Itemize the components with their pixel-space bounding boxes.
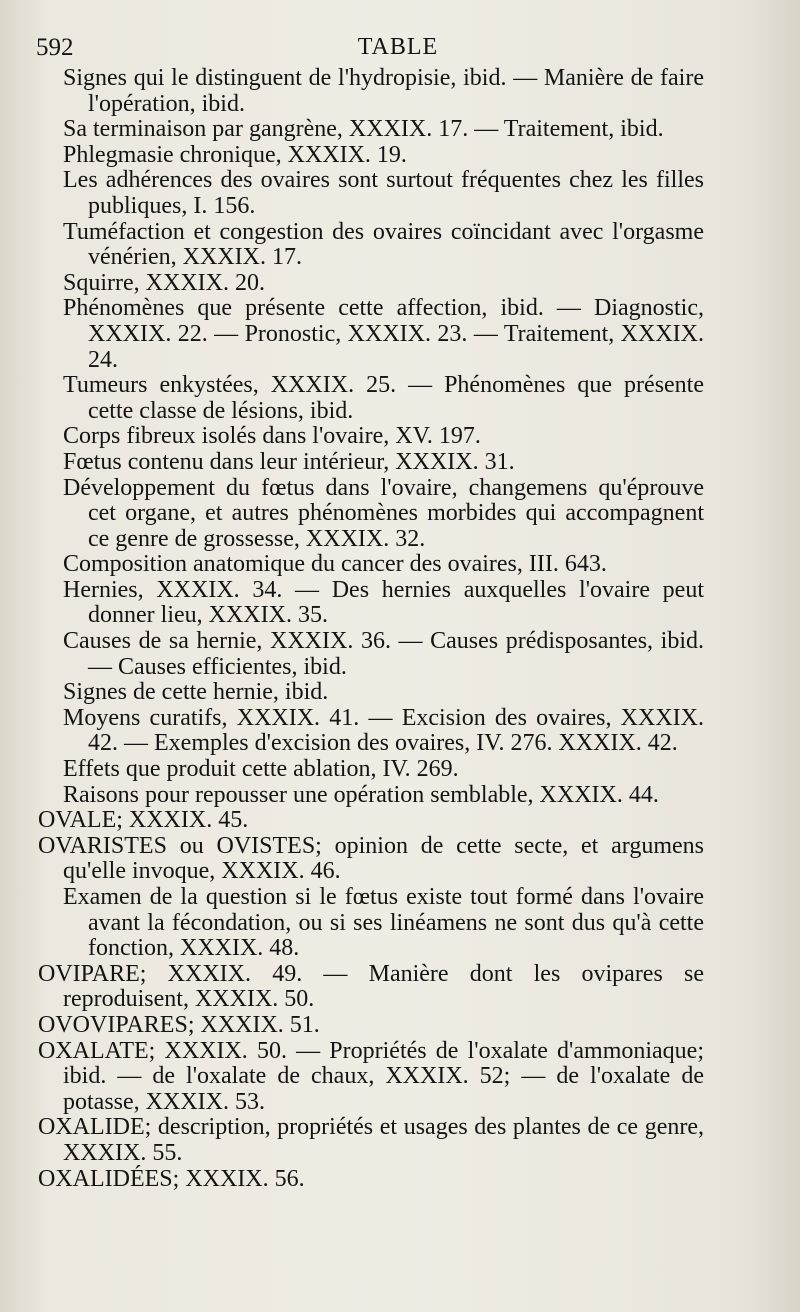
- index-main-entry: OXALIDE; description, propriétés et usages des plantes de ce genre, XXXIX. 55.: [38, 1114, 704, 1166]
- index-sub-entry: Hernies, XXXIX. 34. — Des hernies auxquelles l'ovaire peut donner lieu, XXXIX. 35.: [63, 576, 704, 629]
- index-sub-entry: Signes de cette hernie, ibid.: [63, 679, 329, 706]
- index-sub-entry: Sa terminaison par gangrène, XXXIX. 17. — Traitement, ibid.: [63, 116, 664, 143]
- index-main-entry: OVARISTES ou OVISTES; opinion de cette secte, et argumens qu'elle invoque, XXXIX. 46.: [38, 832, 704, 885]
- running-head: TABLE: [357, 34, 439, 60]
- index-sub-entry: Effets que produit cette ablation, IV. 269.: [63, 756, 459, 783]
- index-sub-entry: Tuméfaction et congestion des ovaires coïncidant avec l'orgasme vénérien, XXXIX. 17.: [63, 218, 704, 271]
- index-sub-entry: Causes de sa hernie, XXXIX. 36. — Causes prédisposantes, ibid. — Causes efficientes, ibid.: [63, 628, 704, 680]
- index-main-entry: OVALE; XXXIX. 45.: [38, 807, 249, 834]
- index-sub-entry: Squirre, XXXIX. 20.: [63, 269, 265, 296]
- index-sub-entry: Signes qui le distinguent de l'hydropisie, ibid. — Manière de faire l'opération, ibid.: [63, 65, 704, 117]
- index-entries: [38, 66, 704, 1192]
- index-sub-entry: Composition anatomique du cancer des ovaires, III. 643.: [63, 551, 607, 578]
- index-sub-entry: Tumeurs enkystées, XXXIX. 25. — Phénomènes que présente cette classe de lésions, ibid.: [63, 372, 704, 424]
- index-main-entry: OVOVIPARES; XXXIX. 51.: [38, 1011, 320, 1038]
- index-sub-entry: Corps fibreux isolés dans l'ovaire, XV. 197.: [63, 423, 481, 450]
- index-sub-entry: Les adhérences des ovaires sont surtout fréquentes chez les filles publiques, I. 156.: [63, 167, 704, 219]
- index-sub-entry: Phlegmasie chronique, XXXIX. 19.: [63, 141, 407, 168]
- page-header: [36, 34, 760, 66]
- index-main-entry: OXALIDÉES; XXXIX. 56.: [38, 1165, 305, 1192]
- index-sub-entry: Moyens curatifs, XXXIX. 41. — Excision des ovaires, XXXIX. 42. — Exemples d'excision des ovaires, IV. 276. XXXIX. 42.: [63, 704, 704, 757]
- index-sub-entry: Fœtus contenu dans leur intérieur, XXXIX. 31.: [63, 448, 515, 475]
- page-number: 592: [36, 34, 74, 61]
- index-sub-entry: Développement du fœtus dans l'ovaire, changemens qu'éprouve cet organe, et autres phénomènes morbides qui accompagnent ce genre de grossesse, XXXIX. 32.: [63, 474, 704, 552]
- index-sub-entry: Examen de la question si le fœtus existe tout formé dans l'ovaire avant la fécondation, ou si ses linéamens ne sont dus qu'à cette fonction, XXXIX. 48.: [63, 884, 704, 962]
- index-main-entry: OXALATE; XXXIX. 50. — Propriétés de l'oxalate d'ammoniaque; ibid. — de l'oxalate de chaux, XXXIX. 52; — de l'oxalate de potasse, XXXIX. 53.: [38, 1037, 704, 1115]
- index-main-entry: OVIPARE; XXXIX. 49. — Manière dont les ovipares se reproduisent, XXXIX. 50.: [38, 960, 704, 1013]
- index-sub-entry: Phénomènes que présente cette affection, ibid. — Diagnostic, XXXIX. 22. — Pronostic, XXXIX. 23. — Traitement, XXXIX. 24.: [63, 295, 704, 373]
- index-sub-entry: Raisons pour repousser une opération semblable, XXXIX. 44.: [63, 781, 659, 808]
